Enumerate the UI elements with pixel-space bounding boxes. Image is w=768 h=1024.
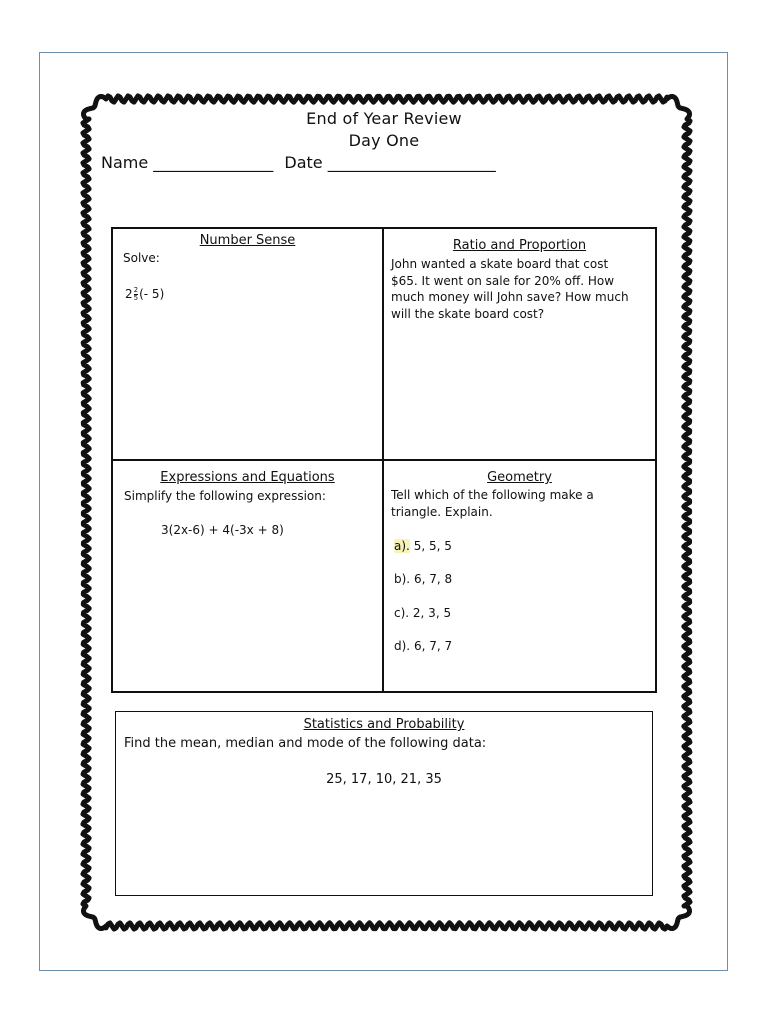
fraction	[134, 287, 138, 302]
expressions-expression: 3(2x-6) + 4(-3x + 8)	[161, 523, 284, 537]
number-sense-rest: (- 5)	[139, 287, 165, 301]
expressions-prompt: Simplify the following expression:	[124, 489, 326, 503]
ratio-title: Ratio and Proportion	[452, 238, 587, 253]
ratio-text	[391, 256, 653, 322]
worksheet-title: End of Year Review	[306, 109, 462, 128]
number-sense-problem	[125, 286, 164, 303]
geometry-prompt	[391, 487, 594, 520]
fraction-numerator: 2	[133, 286, 139, 294]
mixed-number-whole: 2	[125, 287, 133, 301]
geometry-option-b	[394, 571, 452, 588]
name-field[interactable]: Name _______________	[101, 153, 274, 172]
number-sense-prompt: Solve:	[123, 251, 160, 265]
option-label: d).	[394, 639, 411, 653]
geometry-option-a	[394, 538, 452, 555]
option-value: 6, 7, 7	[413, 639, 453, 653]
option-label: c).	[394, 606, 410, 620]
expressions-title: Expressions and Equations	[160, 470, 335, 485]
grid-divider-horizontal	[111, 459, 657, 461]
statistics-data: 25, 17, 10, 21, 35	[326, 772, 442, 787]
statistics-prompt: Find the mean, median and mode of the following data:	[124, 736, 487, 751]
geometry-prompt-line: Tell which of the following make a	[391, 488, 594, 502]
option-label: a).	[394, 539, 410, 553]
number-sense-title: Number Sense	[199, 233, 296, 248]
option-value: 5, 5, 5	[413, 539, 452, 553]
geometry-title: Geometry	[487, 470, 552, 485]
option-value: 2, 3, 5	[412, 606, 452, 620]
ratio-line: $65. It went on sale for 20% off. How	[391, 273, 615, 288]
ratio-line: John wanted a skate board that cost	[391, 257, 609, 271]
statistics-title: Statistics and Probability	[303, 717, 465, 732]
worksheet-subtitle: Day One	[348, 131, 420, 150]
date-field[interactable]: Date _____________________	[284, 153, 496, 172]
ratio-line: much money will John save? How much	[391, 290, 629, 304]
geometry-prompt-line: triangle. Explain.	[391, 504, 493, 519]
fraction-denominator: 5	[133, 294, 139, 302]
option-label: b).	[394, 572, 411, 586]
option-value: 6, 7, 8	[413, 572, 453, 586]
ratio-line: will the skate board cost?	[391, 306, 545, 321]
name-date-row	[101, 153, 496, 172]
geometry-option-c	[394, 605, 451, 622]
geometry-option-d	[394, 638, 452, 655]
